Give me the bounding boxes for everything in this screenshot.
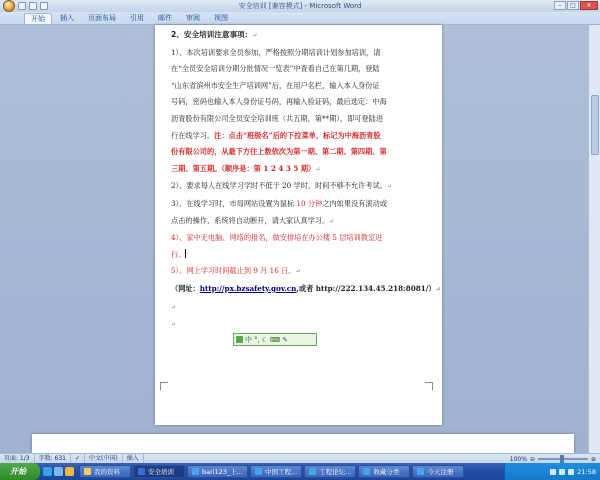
note-text: 注：点击“班级名”后的下拉菜单，标记为中海沥青股	[214, 130, 381, 140]
ime-logo-icon[interactable]	[236, 336, 243, 343]
ime-moon-icon[interactable]: ☾	[261, 335, 269, 344]
tab-mailings[interactable]: 邮件	[158, 14, 172, 22]
section-heading: 2、安全培训注意事项：	[171, 30, 253, 39]
zoom-slider[interactable]	[538, 458, 588, 460]
desktop-icon[interactable]	[54, 467, 63, 476]
doc-text: （网址：	[171, 283, 200, 293]
window-controls	[554, 1, 598, 10]
paragraph-mark: ↵	[295, 268, 301, 276]
note-line: 三期、第五期。（顺序是：第 1 2 4 3 5 期）	[171, 163, 316, 173]
taskbar-button[interactable]: 我的资料	[79, 465, 131, 478]
doc-line: 2）、要求每人在线学习学时不低于 20 学时，时间不够不允许考试。	[171, 181, 387, 191]
insert-mode[interactable]: 插入	[123, 454, 144, 464]
antivirus-icon[interactable]	[568, 469, 574, 475]
page-count[interactable]: 页面: 1/3	[0, 454, 35, 464]
tab-home[interactable]: 开始	[24, 13, 52, 24]
document-page[interactable]	[155, 25, 442, 425]
next-page[interactable]	[32, 434, 574, 453]
margin-corner-mark	[160, 382, 168, 390]
quick-launch	[40, 467, 77, 476]
paragraph-mark: ↵	[435, 285, 441, 293]
minimize-button[interactable]: –	[554, 1, 566, 10]
ime-toolbar[interactable]	[233, 333, 317, 346]
maximize-button[interactable]: □	[567, 1, 579, 10]
note-line: 份有限公司的，从最下方往上数依次为第一期、第二期、第四期、第	[171, 147, 387, 157]
network-icon[interactable]	[550, 469, 556, 475]
paragraph-mark: ↵	[386, 183, 392, 191]
volume-icon[interactable]	[559, 469, 565, 475]
system-tray	[504, 463, 600, 480]
taskbar-button[interactable]: 工程论坛...	[304, 465, 356, 478]
zoom-level[interactable]: 100%	[509, 455, 527, 463]
red-line: 行。	[171, 249, 186, 259]
paragraph-mark: ↵	[329, 217, 335, 225]
tab-review[interactable]: 审阅	[186, 14, 200, 22]
ribbon-tabs	[0, 12, 600, 25]
start-button[interactable]: 开始	[0, 463, 40, 480]
taskbar-button[interactable]: bari123_上...	[187, 465, 248, 478]
margin-corner-mark	[425, 382, 433, 390]
ime-tools-icon[interactable]: ✎	[282, 335, 288, 344]
language-indicator[interactable]: 中文(中国)	[85, 454, 123, 464]
taskbar-button[interactable]: 今天注册	[412, 465, 464, 478]
browser-icon	[255, 468, 262, 475]
word-icon	[138, 468, 145, 475]
browser-icon	[417, 468, 424, 475]
doc-line: 1）、本次培训要求全员参加，严格按照分期培训计划参加培训，请	[171, 47, 381, 57]
browser-icon	[309, 468, 316, 475]
tab-references[interactable]: 引用	[130, 14, 144, 22]
browser-icon	[192, 468, 199, 475]
ime-punctuation-icon[interactable]: °,	[254, 335, 260, 344]
doc-text: 行在线学习。	[171, 130, 215, 140]
tab-insert[interactable]: 插入	[60, 14, 74, 22]
zoom-out-icon[interactable]: ⊖	[529, 455, 535, 463]
taskbar	[0, 463, 600, 480]
title-bar	[0, 0, 600, 12]
text-cursor	[185, 249, 186, 258]
proofing-icon[interactable]: ✓	[71, 454, 85, 464]
document-body[interactable]	[171, 27, 441, 334]
document-workspace	[0, 25, 600, 453]
doc-text: ,或者 http://222.134.45.218:8081/）	[296, 283, 436, 293]
red-line: 5）、网上学习时间截止到 9 月 16 日。	[171, 266, 296, 276]
paragraph-mark: ↵	[171, 303, 177, 311]
ime-mode-label[interactable]: 中	[245, 335, 252, 344]
tab-page-layout[interactable]: 页面布局	[88, 14, 116, 22]
quick-access-toolbar	[0, 0, 48, 12]
ie-icon[interactable]	[43, 467, 52, 476]
doc-line: 沥青股份有限公司全员安全培训班（共五期，第**期），即可登陆进	[171, 113, 384, 123]
scrollbar-thumb[interactable]	[591, 95, 599, 155]
paragraph-mark: ↵	[315, 165, 321, 173]
office-button[interactable]	[3, 0, 15, 12]
red-line: 4）、家中无电脑、网络的报名，做安排培在办公楼 5 层培训教室进	[171, 233, 383, 243]
tab-view[interactable]: 视图	[214, 14, 228, 22]
save-icon[interactable]	[18, 2, 26, 10]
taskbar-button-word[interactable]: 安全培训	[133, 465, 185, 478]
vertical-scrollbar[interactable]	[588, 25, 600, 453]
doc-text: 之内如果没有滚动或	[322, 198, 387, 208]
doc-line: 号码，密码也输入本人身份证号码，再输入验证码，最后选定：中海	[171, 97, 387, 107]
highlight-text: 10 分钟	[296, 198, 323, 208]
paragraph-mark: ↵	[171, 321, 177, 329]
zoom-in-icon[interactable]: ⊕	[590, 455, 596, 463]
doc-text: 3）、在线学习时，市局网站设置为鼠标	[171, 198, 297, 208]
browser-icon	[363, 468, 370, 475]
status-bar	[0, 453, 600, 463]
close-button[interactable]: ✕	[580, 1, 598, 10]
website-link[interactable]: http://px.bzsafety.gov.cn	[199, 283, 297, 293]
media-icon[interactable]	[65, 467, 74, 476]
redo-icon[interactable]	[40, 2, 48, 10]
window-title: 安全培训 [兼容模式] - Microsoft Word	[238, 2, 362, 10]
ime-keyboard-icon[interactable]: ⌨	[270, 335, 281, 344]
taskbar-button[interactable]: 中国工程...	[250, 465, 302, 478]
clock[interactable]: 21:58	[577, 467, 596, 476]
word-count[interactable]: 字数: 631	[35, 454, 71, 464]
folder-icon	[84, 468, 91, 475]
doc-line: 在“全员安全培训分期分批情况一览表”中查看自己在第几期，登陆	[171, 64, 380, 74]
paragraph-mark: ↵	[252, 32, 258, 39]
undo-icon[interactable]	[29, 2, 37, 10]
doc-line: “山东省滨州市安全生产培训网”后，在用户名栏，输入本人身份证	[171, 80, 380, 90]
taskbar-button[interactable]: 收藏分类	[358, 465, 410, 478]
doc-line: 点击的操作，系统将自动断开，请大家认真学习。	[171, 215, 330, 225]
